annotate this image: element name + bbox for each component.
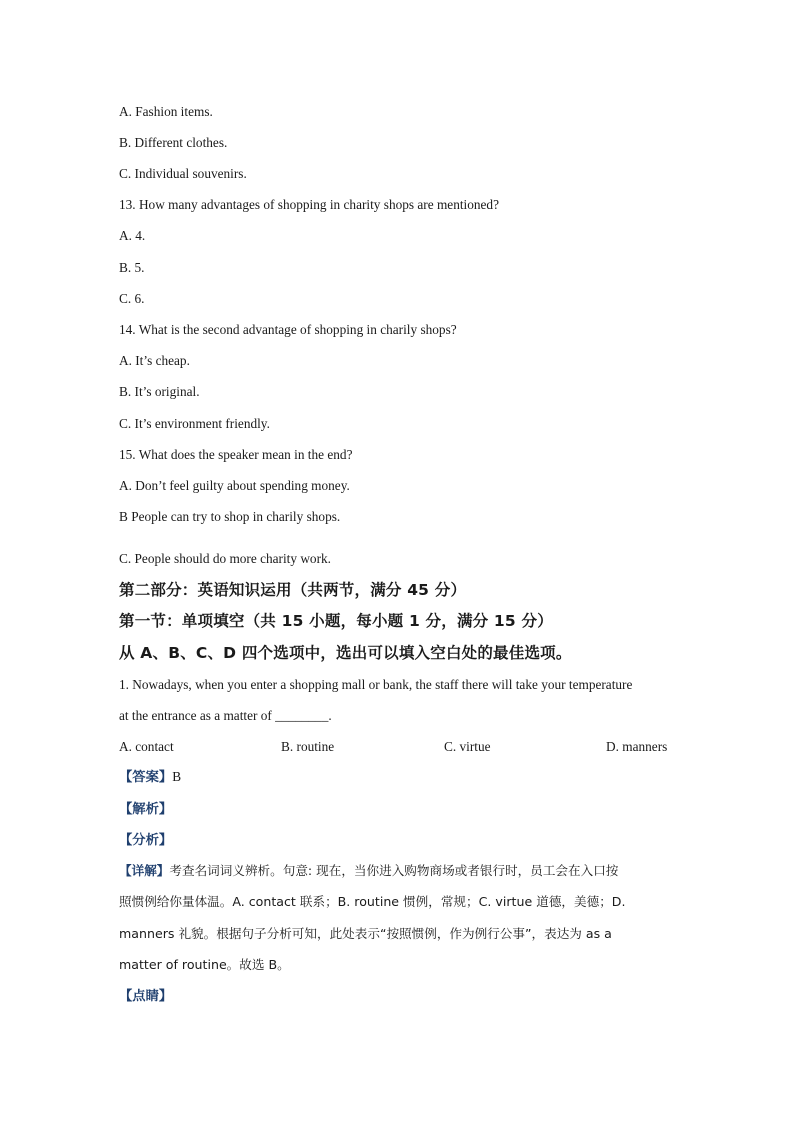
q13-option-a: A. 4.: [119, 228, 146, 243]
q14-option-a: A. It’s cheap.: [119, 353, 190, 368]
q1-option-b: B. routine: [281, 739, 335, 754]
q15-option-b: B People can try to shop in charily shops.: [119, 509, 341, 524]
q15-question: 15. What does the speaker mean in the end?: [119, 447, 353, 462]
detail-line3: manners 礼貌。根据句子分析可知，此处表示“按照惯例，作为例行公事”，表达为 as a: [119, 926, 612, 941]
detail-line4: matter of routine。故选 B。: [119, 957, 290, 972]
q14-option-b: B. It’s original.: [119, 384, 200, 399]
q12-option-a: A. Fashion items.: [119, 104, 213, 119]
q1-option-c: C. virtue: [444, 739, 491, 754]
answer-tag: 【答案】: [119, 770, 173, 785]
detail-text-1: 考查名词词义辨析。句意: 现在，当你进入购物商场或者银行时，员工会在入口按: [169, 863, 619, 878]
dianjing-tag: 【点睛】: [119, 989, 173, 1004]
dianjing-line: [119, 987, 172, 1006]
fenxi-tag: 【分析】: [119, 833, 173, 848]
answer-value: B: [172, 769, 182, 784]
q14-question: 14. What is the second advantage of shopping in charily shops?: [119, 322, 457, 337]
analysis-tag: 【解析】: [119, 802, 173, 817]
analysis-line: [119, 800, 172, 819]
section-one-heading: 第一节：单项填空（共 15 小题，每小题 1 分，满分 15 分）: [119, 612, 553, 630]
q1-option-a: A. contact: [119, 739, 174, 754]
q15-option-a: A. Don’t feel guilty about spending money.: [119, 478, 350, 493]
q12-option-b: B. Different clothes.: [119, 135, 228, 150]
section-instruction: 从 A、B、C、D 四个选项中，选出可以填入空白处的最佳选项。: [119, 644, 572, 662]
detail-line1: [119, 862, 679, 880]
q1-stem-line2: at the entrance as a matter of ________.: [119, 708, 332, 723]
fenxi-line: [119, 831, 172, 850]
q15-option-c: C. People should do more charity work.: [119, 551, 331, 566]
q13-option-b: B. 5.: [119, 260, 145, 275]
detail-tag: 【详解】: [119, 863, 170, 878]
q12-option-c: C. Individual souvenirs.: [119, 166, 247, 181]
part-two-heading: 第二部分：英语知识运用（共两节，满分 45 分）: [119, 581, 467, 599]
q14-option-c: C. It’s environment friendly.: [119, 416, 270, 431]
q13-option-c: C. 6.: [119, 291, 145, 306]
detail-line2: 照惯例给你量体温。A. contact 联系；B. routine 惯例，常规；C. virtue 道德，美德；D.: [119, 894, 626, 909]
answer-line: [119, 768, 181, 787]
q1-stem-line1: 1. Nowadays, when you enter a shopping mall or bank, the staff there will take your temperature: [119, 677, 633, 692]
q13-question: 13. How many advantages of shopping in charity shops are mentioned?: [119, 197, 499, 212]
q1-option-d: D. manners: [606, 739, 668, 754]
